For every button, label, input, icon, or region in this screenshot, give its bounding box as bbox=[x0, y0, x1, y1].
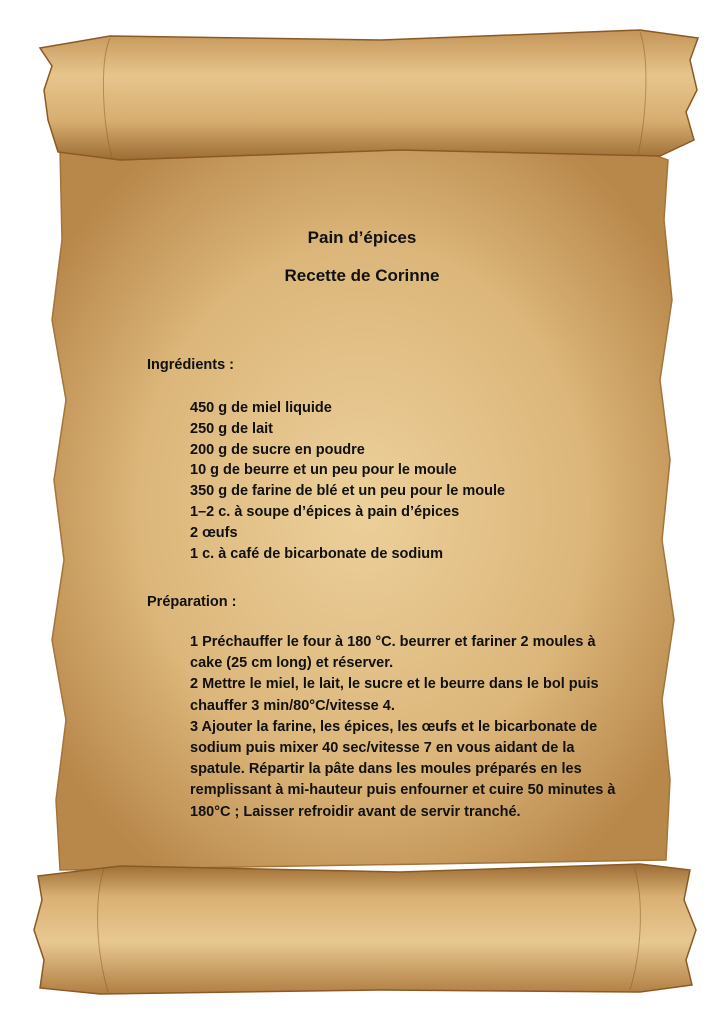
ingredient-item: 1–2 c. à soupe d’épices à pain d’épices bbox=[190, 503, 460, 520]
preparation-step: 2 Mettre le miel, le lait, le sucre et le beurre dans le bol puis chauffer 3 min/80°C/vitesse 4. bbox=[190, 676, 599, 714]
preparation-step: 1 Préchauffer le four à 180 °C. beurrer et fariner 2 moules à cake (25 cm long) et réserver. bbox=[190, 634, 596, 672]
ingredient-item: 350 g de farine de blé et un peu pour le moule bbox=[190, 483, 506, 500]
ingredient-item: 1 c. à café de bicarbonate de sodium bbox=[190, 545, 444, 562]
ingredient-item: 450 g de miel liquide bbox=[190, 400, 332, 416]
ingredient-item: 200 g de sucre en poudre bbox=[190, 441, 365, 458]
ingredient-item: 2 œufs bbox=[190, 524, 238, 541]
preparation-steps bbox=[190, 632, 630, 823]
ingredients-heading: Ingrédients : bbox=[147, 357, 235, 373]
preparation-heading: Préparation : bbox=[147, 594, 237, 610]
ingredient-item: 250 g de lait bbox=[190, 420, 274, 437]
recipe-subtitle: Recette de Corinne bbox=[284, 266, 440, 285]
recipe-title: Pain d’épices bbox=[307, 228, 417, 247]
ingredient-item: 10 g de beurre et un peu pour le moule bbox=[190, 462, 457, 479]
preparation-step: 3 Ajouter la farine, les épices, les œufs et le bicarbonate de sodium puis mixer 40 sec/vitesse 7 en vous aidant de la spatule. Répartir la pâte dans les moules préparés en les remplissant à mi-hauteur puis enfourner et cuire 50 minutes à 180°C ; Laisser refroidir avant de servir tranché. bbox=[190, 718, 616, 820]
ingredients-list bbox=[190, 398, 505, 564]
